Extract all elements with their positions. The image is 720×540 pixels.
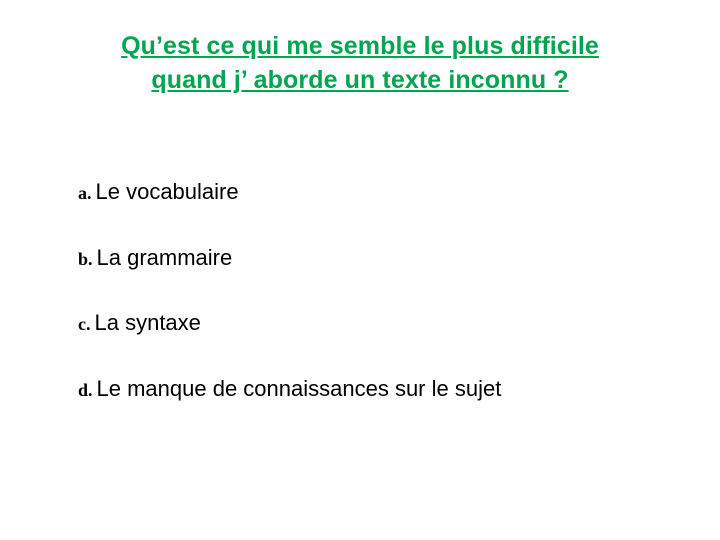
answer-letter-d: d. bbox=[78, 379, 93, 400]
answer-letter-a: a. bbox=[78, 183, 92, 203]
answer-text-b: La grammaire bbox=[96, 244, 233, 270]
list-item bbox=[78, 178, 678, 206]
answer-letter-b: b. bbox=[78, 248, 93, 269]
answer-text-c: La syntaxe bbox=[94, 310, 201, 335]
answer-text-d: Le manque de connaissances sur le sujet bbox=[96, 375, 502, 401]
title-line-1: Qu’est ce qui me semble le plus difficile bbox=[121, 32, 599, 60]
answer-letter-c: c. bbox=[78, 314, 91, 334]
list-item bbox=[78, 309, 678, 337]
list-item bbox=[78, 375, 678, 403]
title-line-2: quand j’ aborde un texte inconnu ? bbox=[151, 65, 569, 94]
list-item bbox=[78, 244, 678, 272]
page-title bbox=[40, 30, 680, 98]
answer-text-a: Le vocabulaire bbox=[95, 179, 239, 204]
answer-list bbox=[78, 178, 678, 440]
